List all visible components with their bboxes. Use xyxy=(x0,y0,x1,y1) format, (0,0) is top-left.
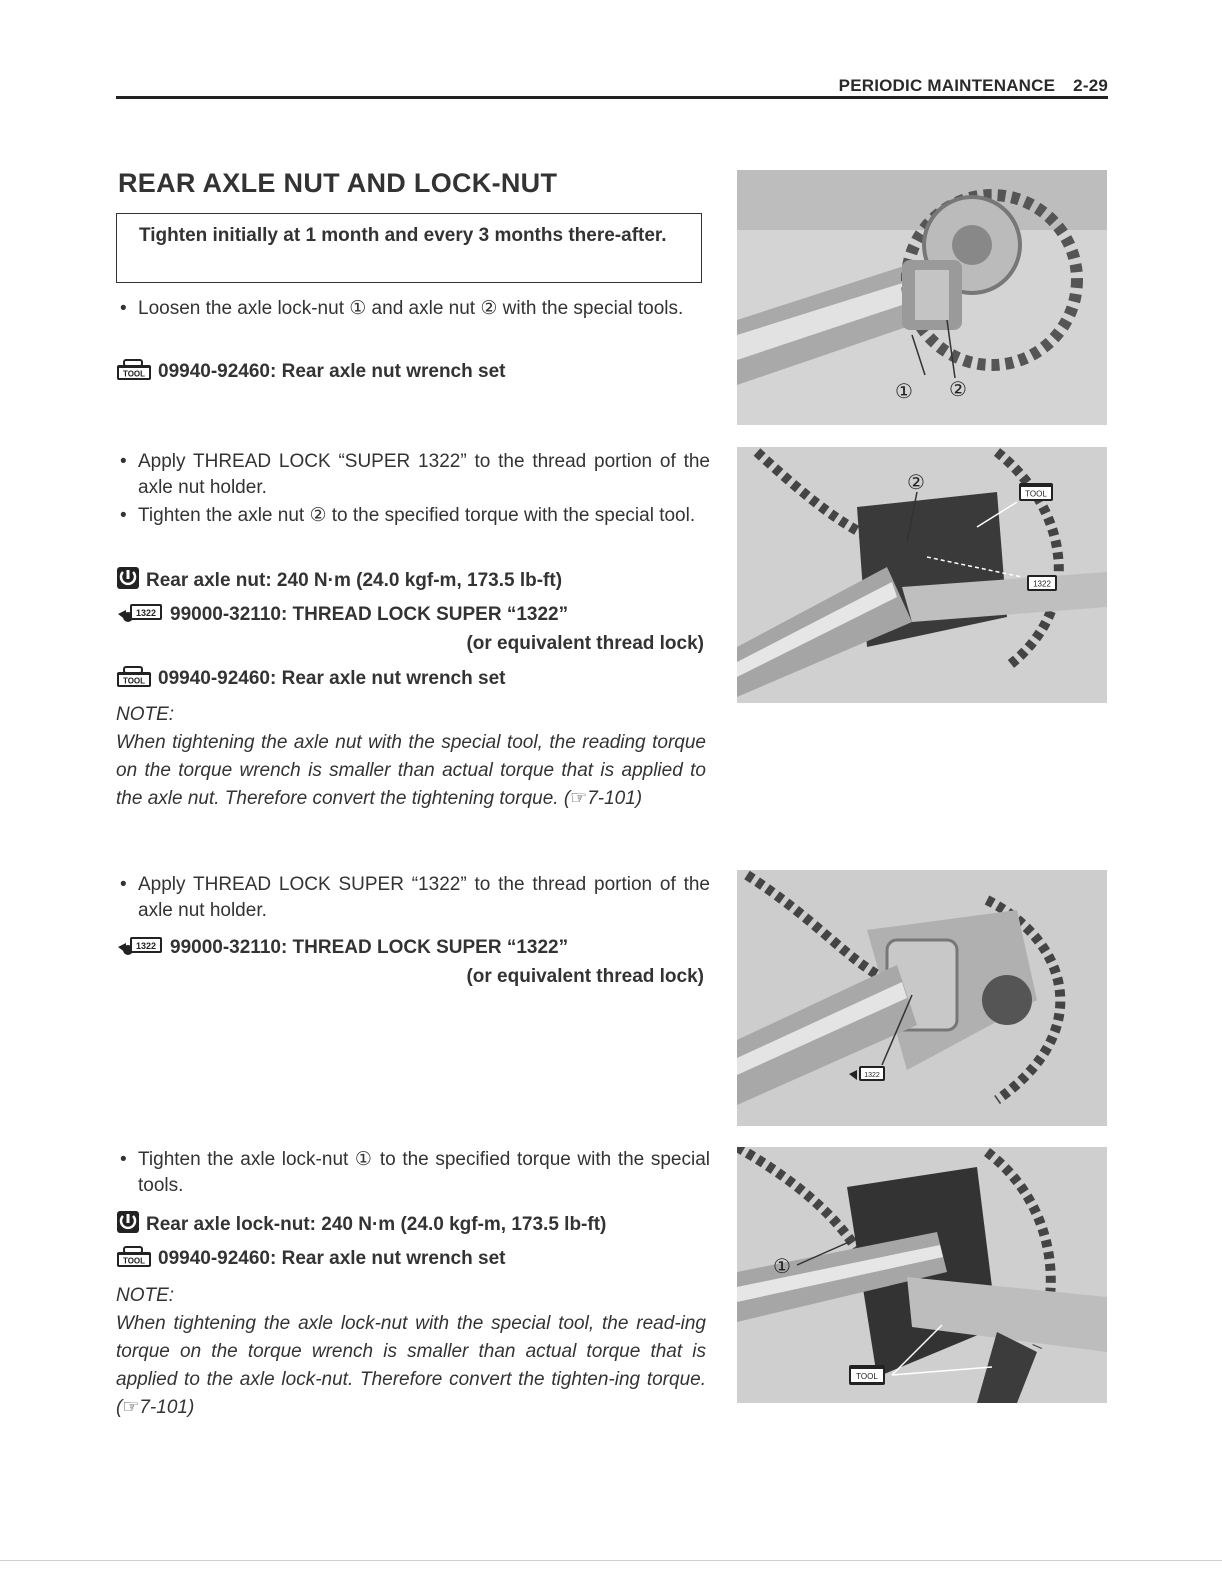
svg-text:TOOL: TOOL xyxy=(122,369,146,379)
header-rule xyxy=(116,96,1108,99)
photo-axle-nut-locknut xyxy=(737,170,1107,425)
photo-thread-lock xyxy=(737,870,1107,1126)
callout-2: ② xyxy=(949,377,967,401)
page-number: 2-29 xyxy=(1073,76,1108,95)
photo-4-drawing xyxy=(737,1147,1107,1403)
page-header xyxy=(118,76,1108,98)
svg-text:1322: 1322 xyxy=(135,941,157,951)
step-4-note: When tightening the axle lock-nut with the special tool, the read-ing torque on the torque wrench is smaller than actual torque that is applied to the axle lock-nut. Therefore convert the tighten-ing torque. (☞7-101) xyxy=(116,1313,706,1418)
step-1-instruction: • Loosen the axle lock-nut ① and axle nut ② with the special tools. xyxy=(120,296,710,322)
callout-2: ② xyxy=(907,470,925,494)
thread-lock-icon xyxy=(116,935,164,957)
tool-badge: TOOL xyxy=(1025,489,1047,499)
callout-1: ① xyxy=(895,379,913,403)
step-2-threadlock-spec: 1322 99000-32110: THREAD LOCK SUPER “1322” xyxy=(116,602,568,628)
step-4-note-label: NOTE: xyxy=(116,1285,175,1306)
tool-icon xyxy=(116,1246,152,1268)
photo-tighten-locknut xyxy=(737,1147,1107,1403)
svg-text:TOOL: TOOL xyxy=(122,676,146,686)
torque-wrench-icon xyxy=(116,1210,140,1234)
section-title: PERIODIC MAINTENANCE xyxy=(838,76,1056,95)
photo-3-drawing xyxy=(737,870,1107,1126)
lock-badge: 1322 xyxy=(864,1072,880,1079)
tool-badge: TOOL xyxy=(856,1372,878,1381)
step-2-tool-spec: TOOL 09940-92460: Rear axle nut wrench set xyxy=(116,666,505,692)
step-2-torque-spec: Rear axle nut: 240 N·m (24.0 kgf-m, 173.5 lb-ft) xyxy=(116,566,562,594)
step-2-note-label: NOTE: xyxy=(116,704,175,725)
step-4-instruction: • Tighten the axle lock-nut ① to the specified torque with the special tools. xyxy=(120,1147,710,1199)
thread-lock-icon xyxy=(116,602,164,624)
step-3-threadlock-spec: 1322 99000-32110: THREAD LOCK SUPER “1322” xyxy=(116,935,568,961)
photo-tighten-axle-nut xyxy=(737,447,1107,703)
step-2-note: When tightening the axle nut with the special tool, the reading torque on the torque wrench is smaller than actual torque that is applied to the axle nut. Therefore convert the tightening torque. (☞7-101) xyxy=(116,732,706,809)
inspection-interval-box: Tighten initially at 1 month and every 3 months there-after. xyxy=(116,213,702,283)
step-4-torque-spec: Rear axle lock-nut: 240 N·m (24.0 kgf-m, 173.5 lb-ft) xyxy=(116,1210,606,1238)
step-1-tool-spec: TOOL 09940-92460: Rear axle nut wrench set xyxy=(116,359,505,385)
step-2-threadlock-alt: (or equivalent thread lock) xyxy=(466,633,704,654)
svg-text:TOOL: TOOL xyxy=(122,1256,146,1266)
tool-icon xyxy=(116,666,152,688)
photo-1-drawing xyxy=(737,170,1107,425)
page-bottom-edge xyxy=(0,1560,1222,1561)
lock-badge: 1322 xyxy=(1033,579,1051,589)
step-3-instruction: • Apply THREAD LOCK SUPER “1322” to the thread portion of the axle nut holder. xyxy=(120,872,710,924)
callout-1: ① xyxy=(773,1254,791,1278)
step-2-instruction-a: • Apply THREAD LOCK “SUPER 1322” to the thread portion of the axle nut holder. xyxy=(120,449,710,501)
torque-wrench-icon xyxy=(116,566,140,590)
step-2-instruction-b: • Tighten the axle nut ② to the specified torque with the special tool. xyxy=(120,503,710,529)
tool-icon xyxy=(116,359,152,381)
photo-2-drawing xyxy=(737,447,1107,703)
step-3-threadlock-alt: (or equivalent thread lock) xyxy=(466,966,704,987)
svg-text:1322: 1322 xyxy=(135,608,157,618)
step-4-tool-spec: TOOL 09940-92460: Rear axle nut wrench set xyxy=(116,1246,505,1272)
page-title: REAR AXLE NUT AND LOCK-NUT xyxy=(118,168,558,198)
